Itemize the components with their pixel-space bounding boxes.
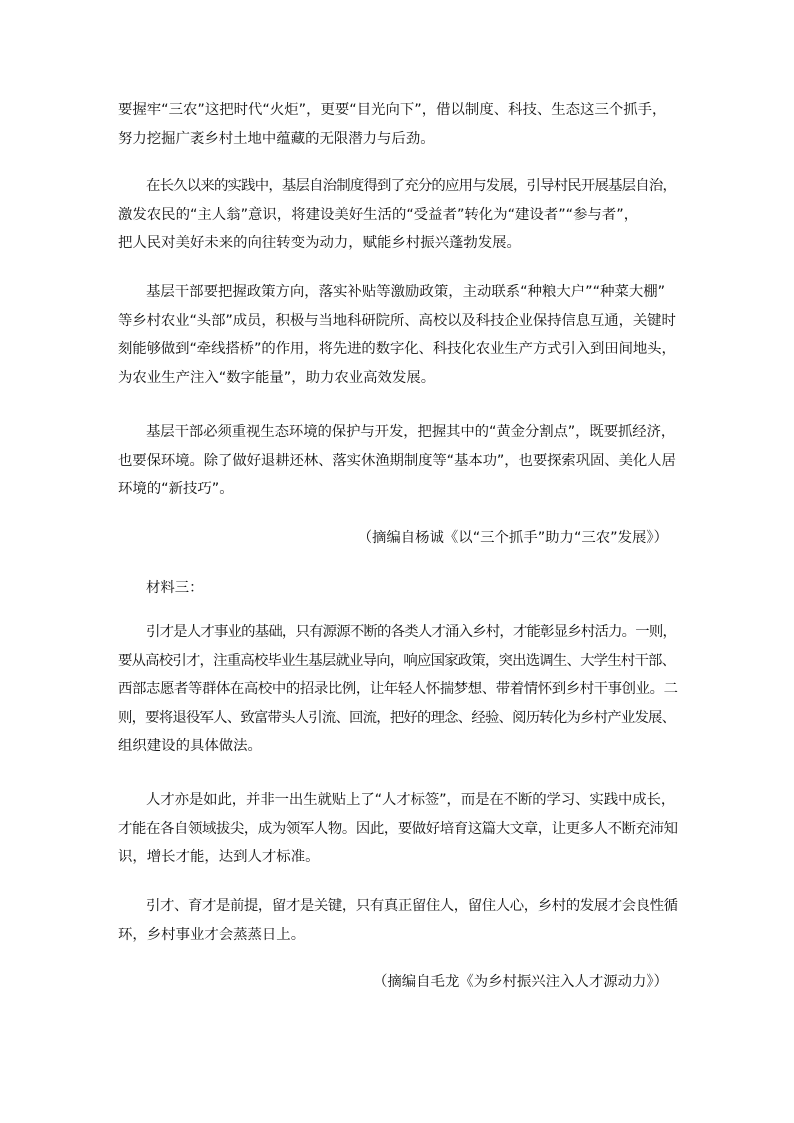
text-line: 等乡村农业“头部”成员，积极与当地科研院所、高校以及科技企业保持信息互通，关键时 [118, 312, 676, 329]
text-line: 识，增长才能，达到人才标准。 [118, 849, 320, 866]
text-line: 则，要将退役军人、致富带头人引流、回流，把好的理念、经验、阅历转化为乡村产业发展、 [118, 709, 676, 726]
text-line: 也要保环境。除了做好退耕还林、落实休渔期制度等“基本功”，也要探索巩固、美化人居 [118, 452, 676, 469]
text-line: 环境的“新技巧”。 [118, 481, 234, 498]
text-line: 在长久以来的实践中，基层自治制度得到了充分的应用与发展，引导村民开展基层自治， [146, 178, 677, 194]
source-citation-2: （摘编自毛龙《为乡村振兴注入人才源动力》） [372, 974, 668, 990]
text-line: 努力挖掘广袤乡村土地中蕴藏的无限潜力与后劲。 [118, 130, 435, 147]
paragraph-2 [118, 172, 678, 258]
paragraph-7 [118, 892, 678, 949]
text-line: 把人民对美好未来的向往转变为动力，赋能乡村振兴蓬勃发展。 [118, 235, 521, 252]
text-line: 西部志愿者等群体在高校中的招录比例，让年轻人怀揣梦想、带着情怀到乡村干事创业。二 [118, 681, 678, 698]
paragraph-3 [118, 278, 678, 392]
text-line: 引才是人才事业的基础，只有源源不断的各类人才涌入乡村，才能彰显乡村活力。一则， [146, 624, 677, 640]
section-heading: 材料三： [146, 580, 204, 596]
paragraph-4 [118, 418, 678, 504]
text-line: 环，乡村事业才会蒸蒸日上。 [118, 926, 306, 943]
text-line: 刻能够做到“牵线搭桥”的作用，将先进的数字化、科技化农业生产方式引入到田间地头， [118, 341, 676, 358]
source-citation-1: （摘编自杨诚《以“三个抓手”助力“三农”发展》） [357, 530, 668, 546]
text-line: 为农业生产注入“数字能量”，助力农业高效发展。 [118, 369, 436, 386]
text-line: 组织建设的具体做法。 [118, 738, 262, 755]
paragraph-1 [118, 96, 678, 153]
paragraph-5 [118, 618, 678, 761]
text-line: 要从高校引才，注重高校毕业生基层就业导向，响应国家政策，突出选调生、大学生村干部、 [118, 652, 676, 669]
text-line: 基层干部必须重视生态环境的保护与开发，把握其中的“黄金分割点”，既要抓经济， [146, 424, 676, 440]
text-line: 激发农民的“主人翁”意识，将建设美好生活的“受益者”转化为“建设者”“参与者”， [118, 206, 639, 223]
text-line: 引才、育才是前提，留才是关键，只有真正留住人，留住人心，乡村的发展才会良性循 [146, 898, 678, 914]
text-line: 人才亦是如此，并非一出生就贴上了“人才标签”，而是在不断的学习、实践中成长， [146, 792, 676, 808]
text-line: 要握牢“三农”这把时代“火炬”，更要“目光向下”，借以制度、科技、生态这三个抓手， [118, 102, 667, 118]
text-line: 基层干部要把握政策方向，落实补贴等激励政策，主动联系“种粮大户”“种菜大棚” [146, 284, 666, 300]
paragraph-6 [118, 786, 678, 872]
text-line: 才能在各自领域拔尖，成为领军人物。因此，要做好培育这篇大文章，让更多人不断充沛知 [118, 820, 678, 837]
